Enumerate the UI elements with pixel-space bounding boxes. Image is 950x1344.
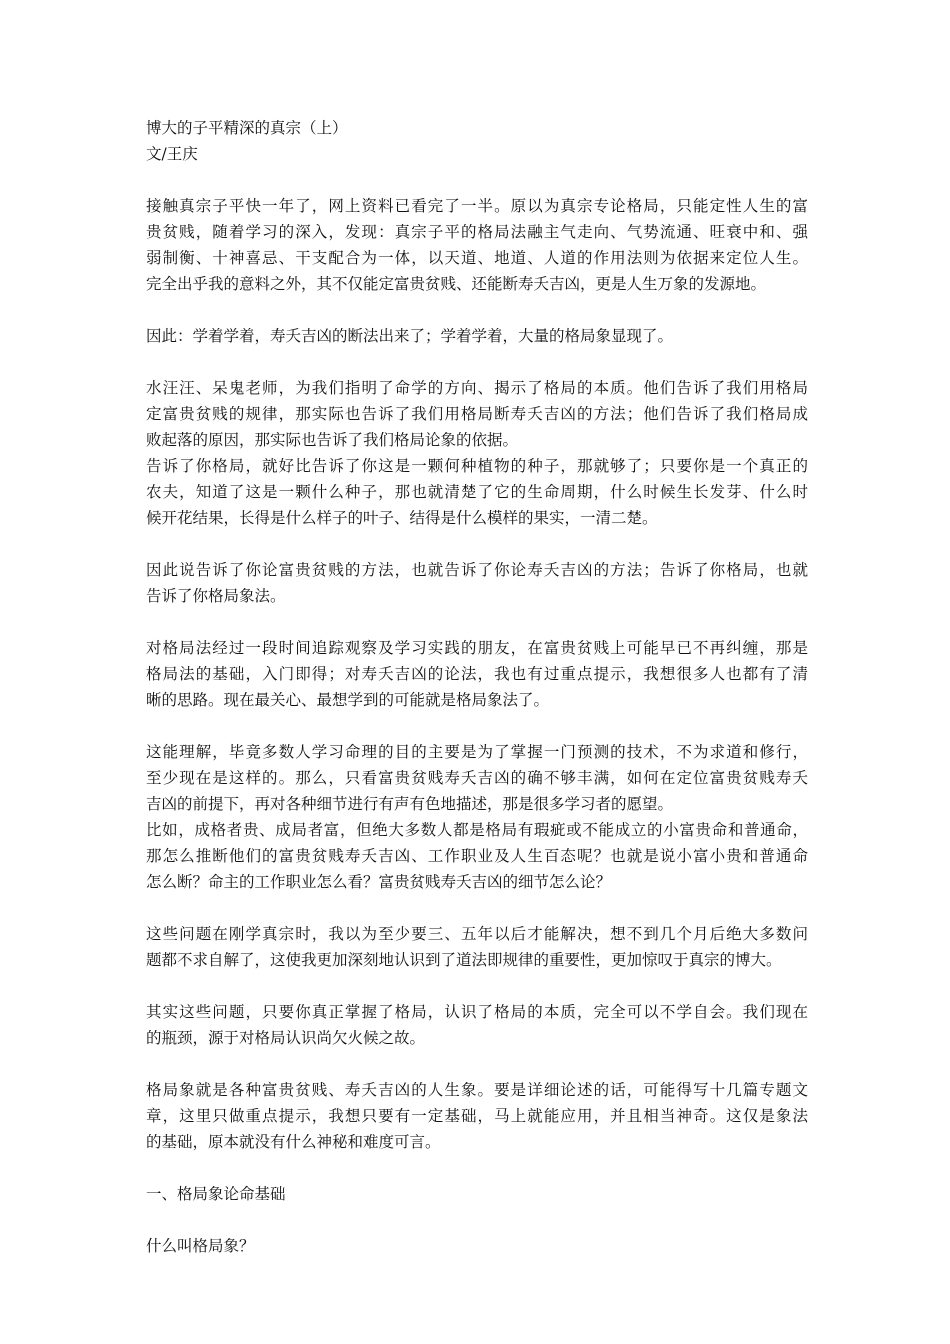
text-line: 败起落的原因，那实际也告诉了我们格局论象的依据。 [146, 431, 519, 449]
text-line: 章，这里只做重点提示，我想只要有一定基础，马上就能应用，并且相当神奇。这仅是象法 [146, 1107, 808, 1125]
paragraph-gap [146, 713, 808, 739]
text-line: 那怎么推断他们的富贵贫贱寿夭吉凶、工作职业及人生百态呢？也就是说小富小贵和普通命 [146, 847, 808, 865]
text-line: 晰的思路。现在最关心、最想学到的可能就是格局象法了。 [146, 691, 550, 709]
text-line: 完全出乎我的意料之外，其不仅能定富贵贫贱、还能断寿夭吉凶，更是人生万象的发源地。 [146, 275, 767, 293]
document-title: 博大的子平精深的真宗（上） [146, 119, 348, 137]
text-line: 弱制衡、十神喜忌、干支配合为一体，以天道、地道、人道的作用法则为依据来定位人生。 [146, 249, 808, 267]
paragraph-6 [146, 739, 808, 895]
text-line: 因此说告诉了你论富贵贫贱的方法，也就告诉了你论寿夭吉凶的方法；告诉了你格局，也就 [146, 561, 808, 579]
text-line: 候开花结果，长得是什么样子的叶子、结得是什么模样的果实，一清二楚。 [146, 509, 658, 527]
text-line: 格局象就是各种富贵贫贱、寿夭吉凶的人生象。要是详细论述的话，可能得写十几篇专题文 [146, 1081, 808, 1099]
paragraph-gap [146, 609, 808, 635]
paragraph-5 [146, 635, 808, 713]
text-line: 农夫，知道了这是一颗什么种子，那也就清楚了它的生命周期，什么时候生长发芽、什么时 [146, 483, 808, 501]
text-line: 格局法的基础，入门即得；对寿夭吉凶的论法，我也有过重点提示，我想很多人也都有了清 [146, 665, 808, 683]
paragraph-gap [146, 1155, 808, 1181]
text-line: 什么叫格局象？ [146, 1237, 255, 1255]
paragraph-1 [146, 193, 808, 297]
paragraph-3 [146, 375, 808, 531]
text-line: 其实这些问题，只要你真正掌握了格局，认识了格局的本质，完全可以不学自会。我们现在 [146, 1003, 808, 1021]
text-line: 告诉了你格局，就好比告诉了你这是一颗何种植物的种子，那就够了；只要你是一个真正的 [146, 457, 808, 475]
document-author: 文/王庆 [146, 145, 198, 163]
text-line: 至少现在是这样的。那么，只看富贵贫贱寿夭吉凶的确不够丰满，如何在定位富贵贫贱寿夭 [146, 769, 808, 787]
paragraph-7 [146, 921, 808, 973]
text-line: 的基础，原本就没有什么神秘和难度可言。 [146, 1133, 441, 1151]
section-heading [146, 1181, 808, 1207]
text-line: 告诉了你格局象法。 [146, 587, 286, 605]
text-line: 贵贫贱，随着学习的深入，发现：真宗子平的格局法融主气走向、气势流通、旺衰中和、强 [146, 223, 808, 241]
paragraph-8 [146, 999, 808, 1051]
text-line: 题都不求自解了，这使我更加深刻地认识到了道法即规律的重要性，更加惊叹于真宗的博大。 [146, 951, 782, 969]
text-line: 水汪汪、呆鬼老师，为我们指明了命学的方向、揭示了格局的本质。他们告诉了我们用格局 [146, 379, 808, 397]
paragraph-gap [146, 531, 808, 557]
paragraph-9 [146, 1077, 808, 1155]
paragraph-gap [146, 349, 808, 375]
paragraph-gap [146, 1051, 808, 1077]
text-line: 这些问题在刚学真宗时，我以为至少要三、五年以后才能解决，想不到几个月后绝大多数问 [146, 925, 808, 943]
text-line: 吉凶的前提下，再对各种细节进行有声有色地描述，那是很多学习者的愿望。 [146, 795, 674, 813]
paragraph-gap [146, 973, 808, 999]
paragraph-gap [146, 297, 808, 323]
paragraph-question [146, 1233, 808, 1259]
paragraph-gap [146, 895, 808, 921]
text-line: 的瓶颈，源于对格局认识尚欠火候之故。 [146, 1029, 426, 1047]
text-line: 这能理解，毕竟多数人学习命理的目的主要是为了掌握一门预测的技术，不为求道和修行， [146, 743, 808, 761]
paragraph-4 [146, 557, 808, 609]
text-line: 怎么断？命主的工作职业怎么看？富贵贫贱寿夭吉凶的细节怎么论？ [146, 873, 612, 891]
paragraph-2 [146, 323, 808, 349]
paragraph-gap [146, 167, 808, 193]
text-line: 比如，成格者贵、成局者富，但绝大多数人都是格局有瑕疵或不能成立的小富贵命和普通命， [146, 821, 808, 839]
text-line: 定富贵贫贱的规律，那实际也告诉了我们用格局断寿夭吉凶的方法；他们告诉了我们格局成 [146, 405, 808, 423]
text-line: 一、格局象论命基础 [146, 1185, 286, 1203]
document-page [146, 115, 808, 1259]
text-line: 接触真宗子平快一年了，网上资料已看完了一半。原以为真宗专论格局，只能定性人生的富 [146, 197, 808, 215]
paragraph-gap [146, 1207, 808, 1233]
text-line: 因此：学着学着，寿夭吉凶的断法出来了；学着学着，大量的格局象显现了。 [146, 327, 674, 345]
text-line: 对格局法经过一段时间追踪观察及学习实践的朋友，在富贵贫贱上可能早已不再纠缠，那是 [146, 639, 808, 657]
